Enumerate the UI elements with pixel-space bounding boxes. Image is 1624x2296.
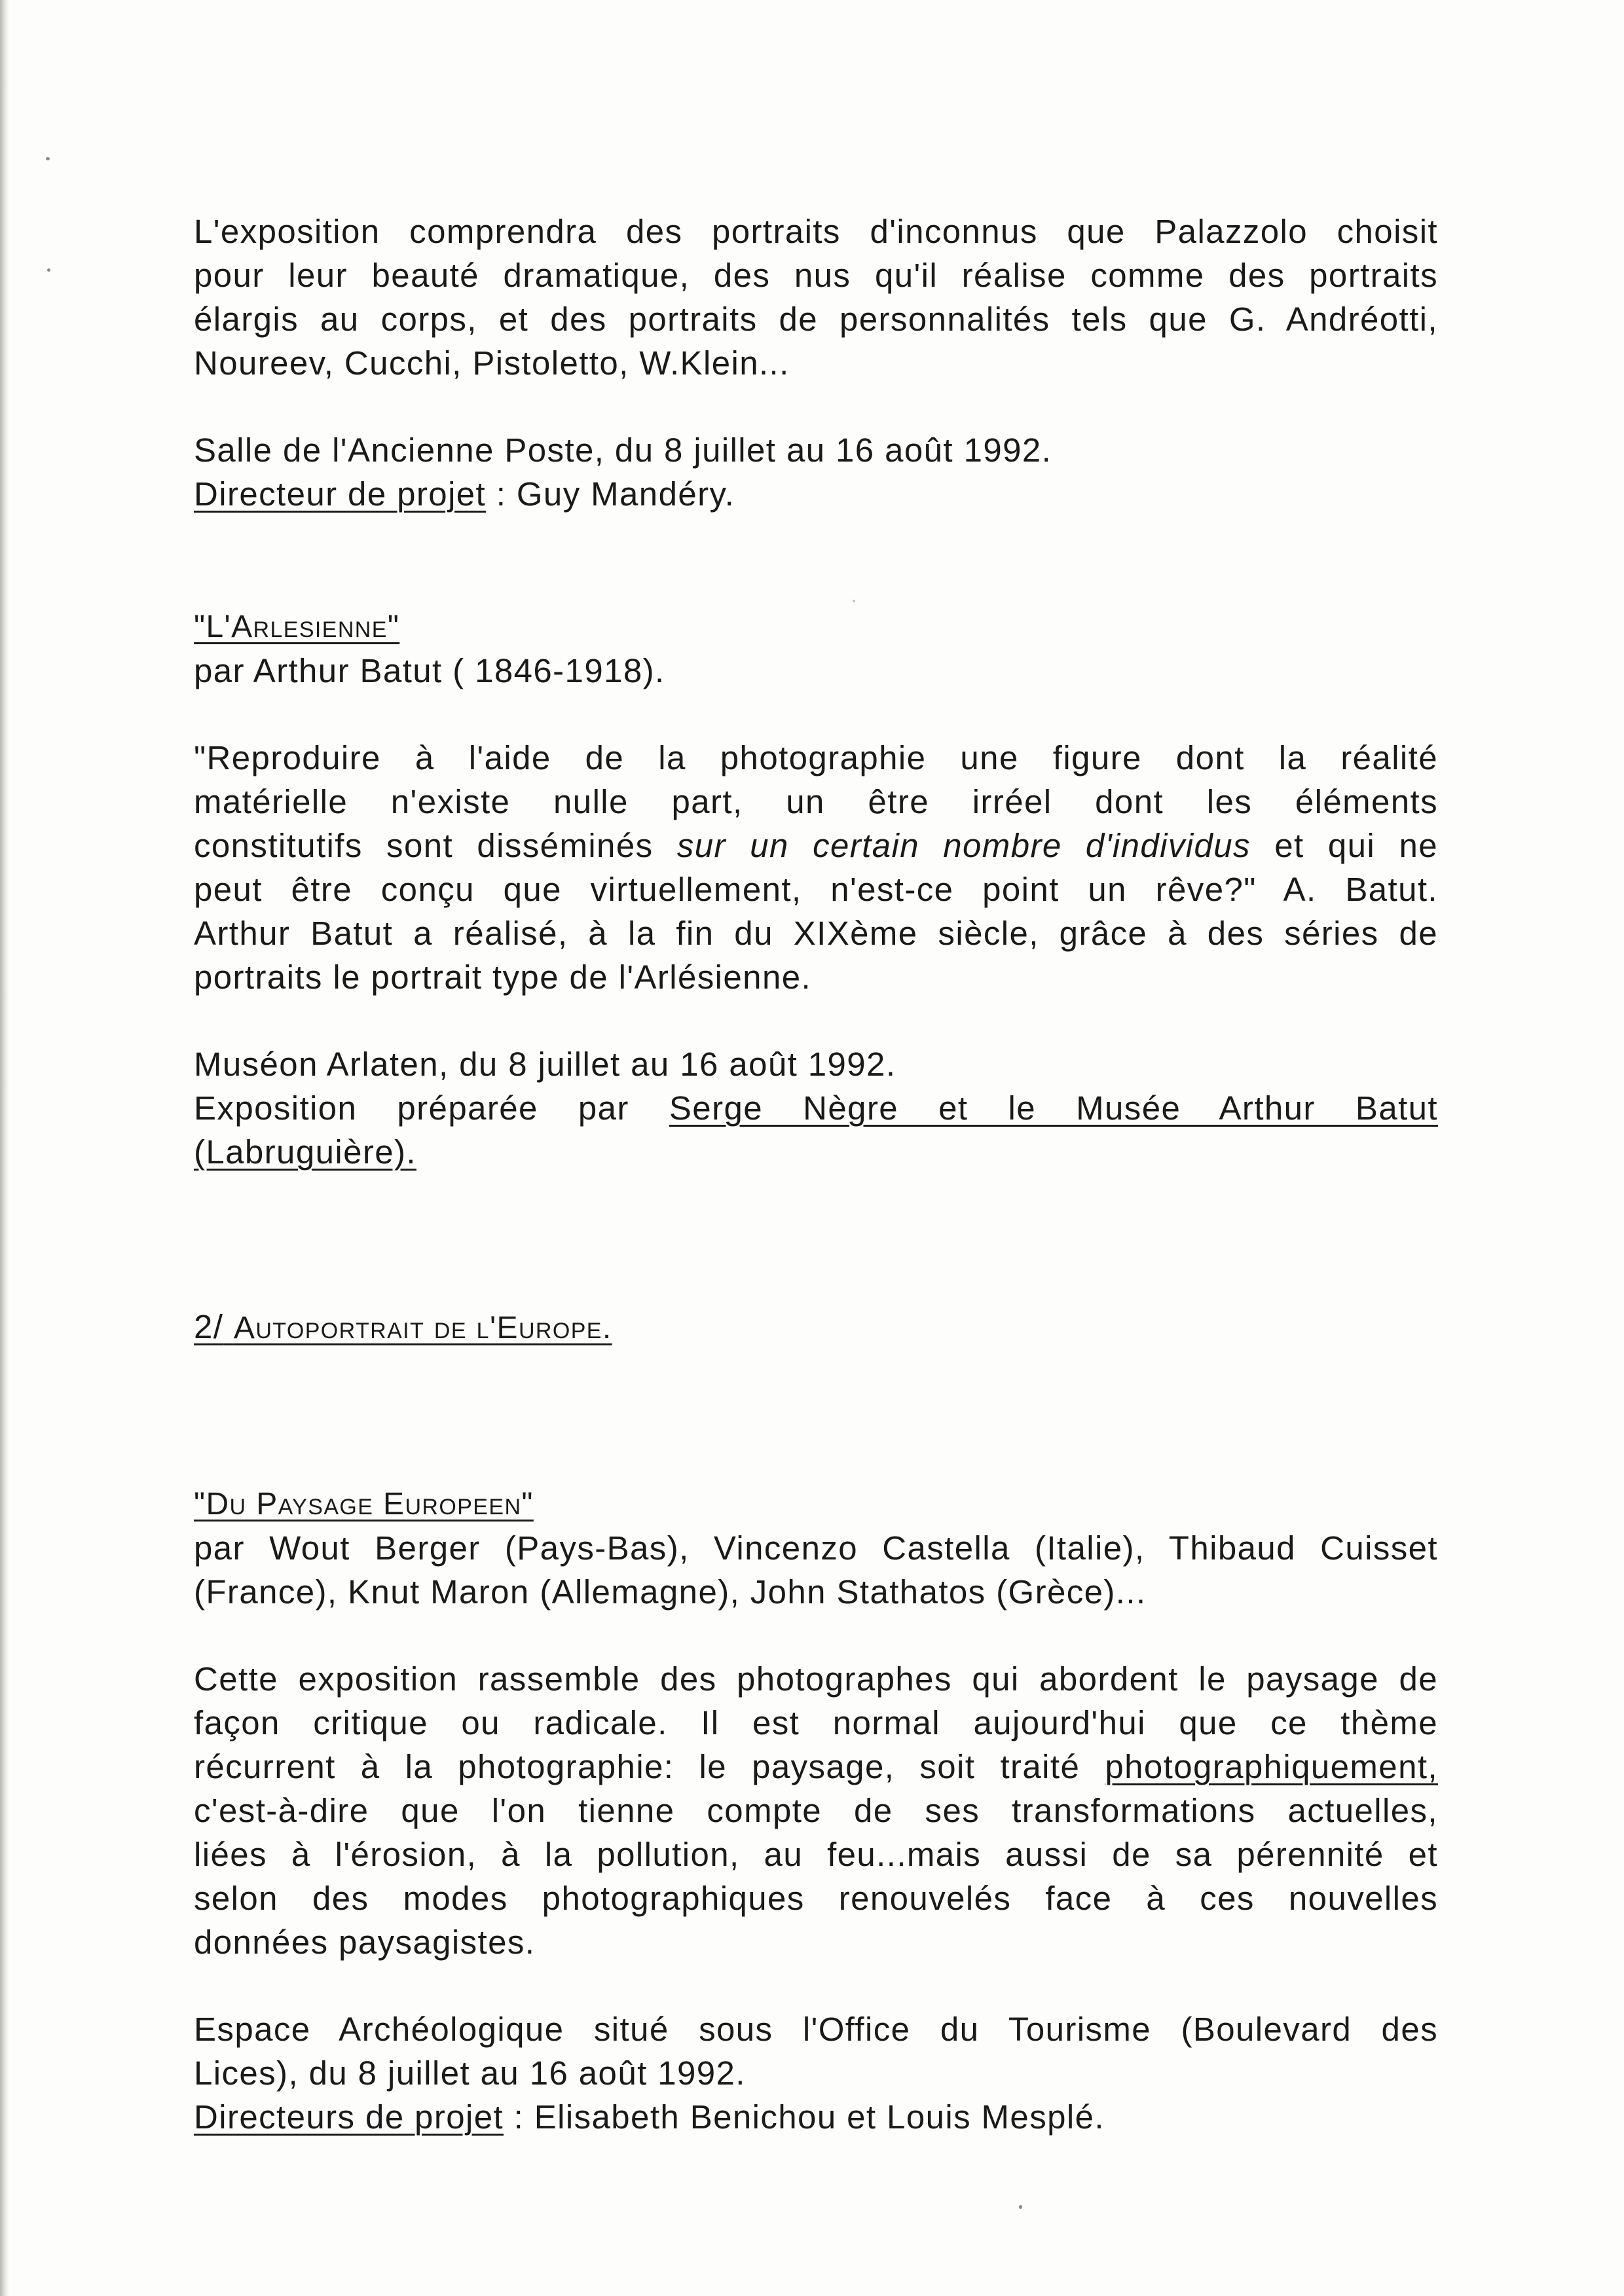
prepared-by-cont: (Labruguière).	[194, 1133, 416, 1171]
text-line: c'est-à-dire que l'on tienne compte de ses transformations actuelles,	[194, 1792, 1438, 1829]
director-label: Directeur de projet	[194, 475, 487, 513]
text-line: matérielle n'existe nulle part, un être irréel dont les éléments	[194, 783, 1438, 820]
arlesienne-title: "L'Arlesienne"	[194, 610, 400, 644]
director-label: Directeurs de projet	[194, 2098, 504, 2136]
arlesienne-info	[194, 1042, 1438, 1174]
arlesienne-header	[194, 604, 1438, 693]
text-line: liées à l'érosion, à la pollution, au feu...mais aussi de sa pérennité et	[194, 1836, 1438, 1873]
prepared-prefix: Exposition préparée par	[194, 1089, 629, 1127]
prepared-line	[194, 1086, 1438, 1130]
venue-line: Salle de l'Ancienne Poste, du 8 juillet au 16 août 1992.	[194, 431, 1052, 469]
italic-fragment: sur un certain nombre d'individus	[676, 827, 1251, 864]
palazzolo-description	[194, 210, 1438, 385]
director-names: Elisabeth Benichou et Louis Mesplé.	[534, 2098, 1105, 2136]
venue-line: Espace Archéologique situé sous l'Office du Tourisme (Boulevard des	[194, 2011, 1438, 2048]
venue-line: Muséon Arlaten, du 8 juillet au 16 août 1992.	[194, 1046, 896, 1083]
text-line: pour leur beauté dramatique, des nus qu'il réalise comme des portraits	[194, 257, 1438, 294]
text-line: élargis au corps, et des portraits de personnalités tels que G. Andréotti,	[194, 301, 1438, 338]
text-line: façon critique ou radicale. Il est normal aujourd'hui que ce thème	[194, 1704, 1438, 1741]
director-line	[194, 472, 1438, 516]
section-heading	[194, 1305, 1438, 1350]
text-line: peut être conçu que virtuellement, n'est-ce point un rêve?" A. Batut.	[194, 871, 1438, 908]
text-line: portraits le portrait type de l'Arlésienne.	[194, 958, 812, 996]
text-line: L'exposition comprendra des portraits d'inconnus que Palazzolo choisit	[194, 213, 1438, 250]
scan-edge-shadow	[0, 0, 9, 2296]
venue-line: Lices), du 8 juillet au 16 août 1992.	[194, 2054, 746, 2092]
director-separator: :	[486, 475, 517, 513]
text-line: Cette exposition rassemble des photographes qui abordent le paysage de	[194, 1660, 1438, 1698]
prepared-by: Serge Nègre et le Musée Arthur Batut	[669, 1089, 1438, 1127]
text-line: par Wout Berger (Pays-Bas), Vincenzo Castella (Italie), Thibaud Cuisset	[194, 1529, 1438, 1567]
paysage-title: "Du Paysage Europeen"	[194, 1487, 534, 1522]
text-line: selon des modes photographiques renouvelés face à ces nouvelles	[194, 1880, 1438, 1917]
section-title: Autoportrait de l'Europe.	[233, 1311, 612, 1345]
director-line	[194, 2095, 1438, 2139]
scan-speck	[47, 268, 50, 272]
palazzolo-info	[194, 428, 1438, 516]
director-name: Guy Mandéry.	[516, 475, 735, 513]
arlesienne-byline: par Arthur Batut ( 1846-1918).	[194, 652, 665, 689]
text-line: récurrent à la photographie: le paysage, soit traité photographiquement,	[194, 1748, 1438, 1785]
text-line: constitutifs sont disséminés sur un certain nombre d'individus et qui ne	[194, 827, 1439, 864]
text-line: (France), Knut Maron (Allemagne), John Stathatos (Grèce)...	[194, 1573, 1147, 1611]
text-line: Arthur Batut a réalisé, à la fin du XIXème siècle, grâce à des séries de	[194, 915, 1438, 952]
paysage-info	[194, 2007, 1438, 2139]
paysage-header	[194, 1481, 1438, 1614]
section-number: 2/	[194, 1308, 224, 1345]
paysage-description	[194, 1657, 1438, 1964]
text-line: "Reproduire à l'aide de la photographie une figure dont la réalité	[194, 739, 1438, 776]
scan-speck	[46, 157, 50, 160]
document-page	[194, 210, 1438, 2139]
director-separator: :	[504, 2098, 534, 2136]
text-line: données paysagistes.	[194, 1923, 536, 1961]
underlined-word: photographiquement,	[1105, 1748, 1438, 1785]
scan-speck	[1019, 2205, 1022, 2209]
arlesienne-quote	[194, 736, 1438, 999]
text-line: Noureev, Cucchi, Pistoletto, W.Klein...	[194, 344, 790, 382]
